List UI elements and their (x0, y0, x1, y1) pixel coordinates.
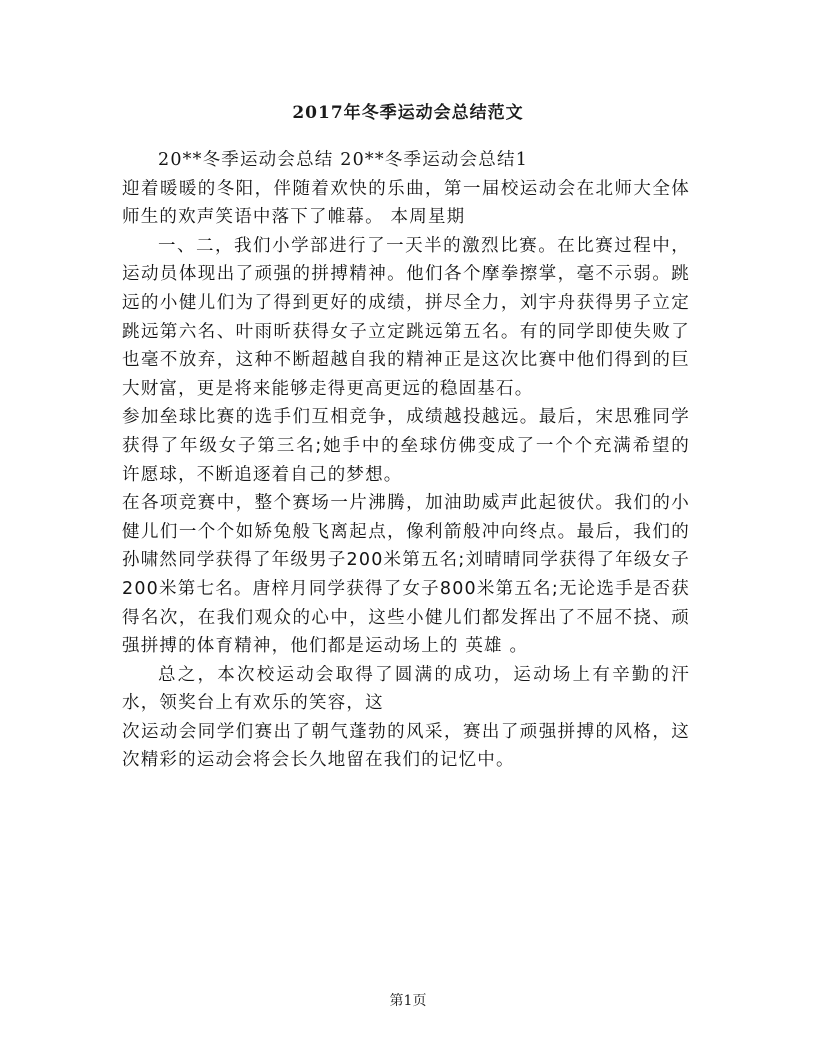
paragraph-3: 参加垒球比赛的选手们互相竞争，成绩越投越远。最后，宋思雅同学获得了年级女子第三名;她手中的垒球仿佛变成了一个个充满希望的许愿球，不断追逐着自己的梦想。 (122, 407, 690, 485)
page-number: 第1页 (389, 993, 427, 1009)
page-title: 2017年冬季运动会总结范文 (292, 103, 524, 123)
subheading: 20**冬季运动会总结 20**冬季运动会总结1 (158, 150, 529, 170)
paragraph-4: 在各项竞赛中，整个赛场一片沸腾，加油助威声此起彼伏。我们的小健儿们一个个如矫兔般飞离起点，像利箭般冲向终点。最后，我们的孙啸然同学获得了年级男子200米第五名;刘晴晴同学获得了年级女子200米第七名。唐梓月同学获得了女子800米第五名;无论选手是否获得名次，在我们观众的心中，这些小健儿们都发挥出了不屈不挠、顽强拼搏的体育精神，他们都是运动场上的 英雄 。 (122, 493, 690, 657)
paragraph-5: 总之，本次校运动会取得了圆满的成功，运动场上有辛勤的汗水，领奖台上有欢乐的笑容，这 (122, 664, 690, 714)
document-body (122, 146, 690, 775)
paragraph-1: 迎着暖暖的冬阳，伴随着欢快的乐曲，第一届校运动会在北师大全体师生的欢声笑语中落下了帷幕。 本周星期 (122, 178, 690, 228)
paragraph-2: 一、二，我们小学部进行了一天半的激烈比赛。在比赛过程中，运动员体现出了顽强的拼搏精神。他们各个摩拳擦掌，毫不示弱。跳远的小健儿们为了得到更好的成绩，拼尽全力，刘宇舟获得男子立定跳远第六名、叶雨昕获得女子立定跳远第五名。有的同学即使失败了也毫不放弃，这种不断超越自我的精神正是这次比赛中他们得到的巨大财富，更是将来能够走得更高更远的稳固基石。 (122, 235, 690, 399)
paragraph-6: 次运动会同学们赛出了朝气蓬勃的风采，赛出了顽强拼搏的风格，这次精彩的运动会将会长久地留在我们的记忆中。 (122, 721, 690, 771)
